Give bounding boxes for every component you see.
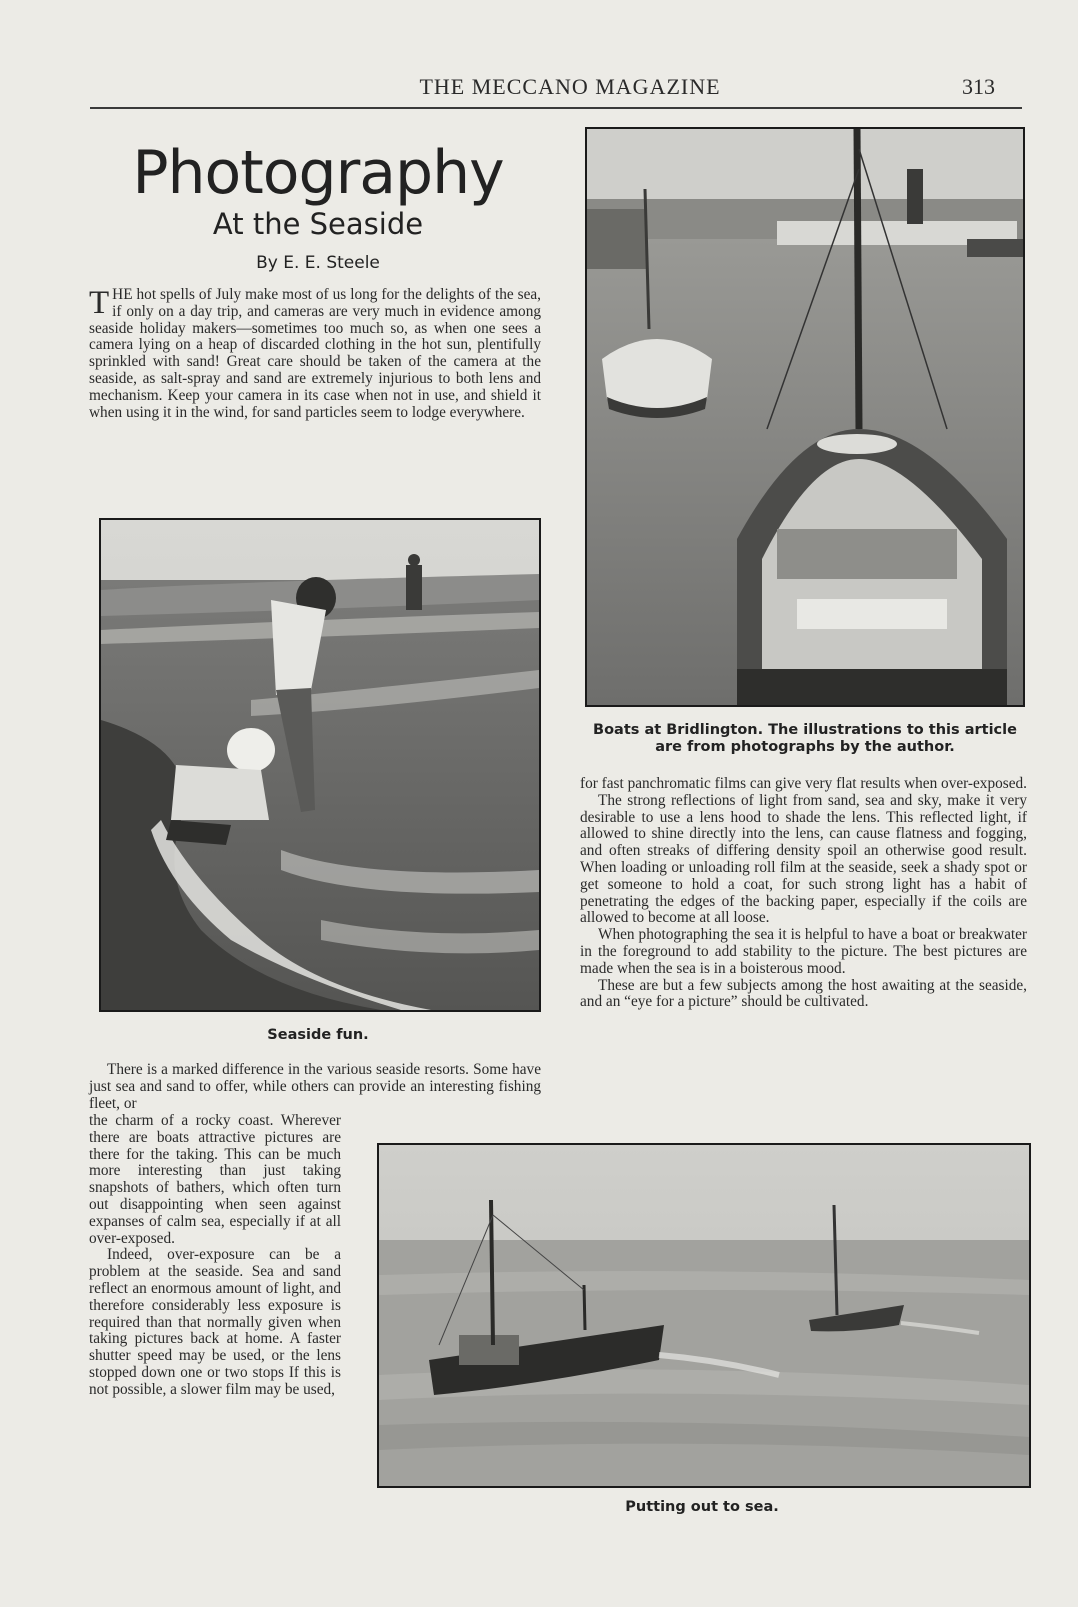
article-byline: By E. E. Steele [256,253,380,273]
paragraph: the charm of a rocky coast. Wherever there are boats attractive pictures are there for the taking. This can be much more interesting than just taking snapshots of bathers, which often turn out disappointing when seen against expanses of calm sea, especially if at all over-exposed. [89,1112,341,1247]
bridlington-boats-photo [585,127,1025,707]
intro-paragraph [89,287,541,421]
article-title: Photography [132,138,504,208]
left-column-text-wide: There is a marked difference in the various seaside resorts. Some have just sea and sand to offer, while others can provide an interesting fishing fleet, or [89,1061,541,1112]
right-column-text [580,776,1027,1011]
paragraph: Indeed, over-exposure can be a problem at the seaside. Sea and sand reflect an enormous amount of light, and therefore considerably less exposure is required than that normally given when taking pictures back at home. A faster shutter speed may be used, or the lens stopped down one or two stops If this is not possible, a slower film may be used, [89,1246,341,1398]
putting-out-to-sea-photo [377,1143,1031,1488]
drop-cap: T [89,285,110,321]
header-rule [90,107,1022,109]
intro-text: HE hot spells of July make most of us long for the delights of the sea, if only on a day trip, and cameras are very much in evidence among seaside holiday makers—sometimes too much so, as when one sees a camera lying on a heap of discarded clothing in the hot sun, plentifully sprinkled with sand! Great care should be taken of the camera at the seaside, as salt-spray and sand are extremely injurious to both lens and mechanism. Keep your camera in its case when not in use, and shield it when using it in the wind, for sand particles seem to lodge everywhere. [89,286,541,421]
paragraph: The strong reflections of light from sand, sea and sky, make it very desirable to use a lens hood to shade the lens. This reflected light, if allowed to shine directly into the lens, can cause flatness and fogging, and often streaks of differing density spoil an otherwise good result. When loading or unloading roll film at the seaside, seek a shady spot or get someone to hold a coat, for such strong light has a habit of penetrating the edges of the backing paper, especially if the coils are allowed to become at all loose. [580,791,1027,927]
paragraph: These are but a few subjects among the host awaiting at the seaside, and an “eye for a picture” should be cultivated. [580,976,1027,1011]
left-column-text-narrow [89,1113,341,1399]
paragraph: When photographing the sea it is helpful to have a boat or breakwater in the foreground to add stability to the picture. The best pictures are made when the sea is in a boisterous mood. [580,926,1027,977]
putting-out-to-sea-caption: Putting out to sea. [625,1499,779,1515]
paragraph: for fast panchromatic films can give very flat results when over-exposed. [580,775,1027,792]
page-number: 313 [962,74,995,99]
seaside-fun-caption: Seaside fun. [267,1027,369,1043]
article-subtitle: At the Seaside [212,207,424,241]
bridlington-caption: Boats at Bridlington. The illustrations to this article are from photographs by the author. [593,722,1017,755]
seaside-fun-photo [99,518,541,1012]
running-head: THE MECCANO MAGAZINE [419,74,721,99]
